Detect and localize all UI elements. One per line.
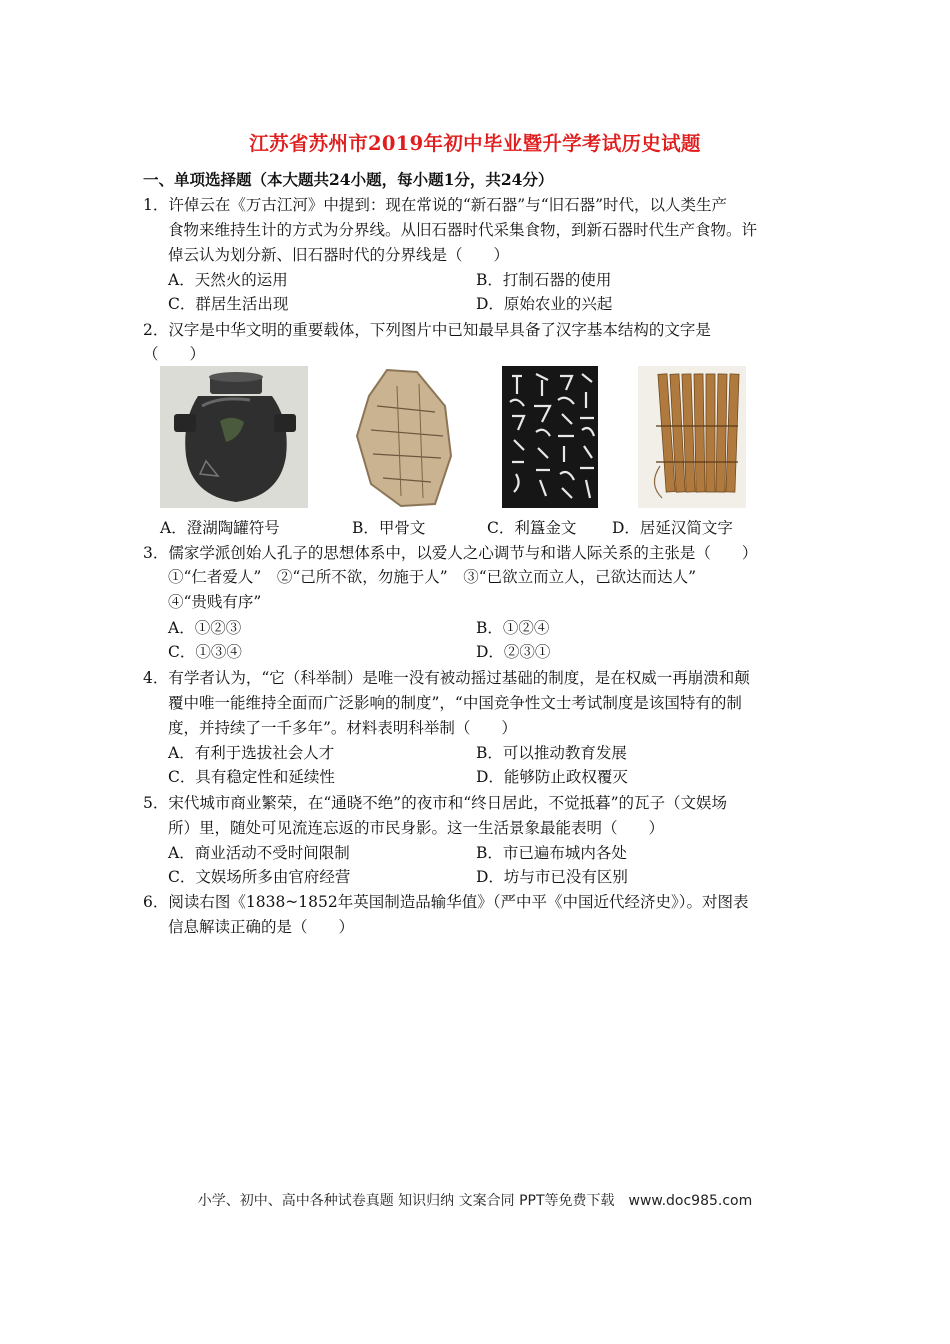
question-1-option-a: A．天然火的运用 xyxy=(168,271,288,289)
question-1-line-3: 倬云认为划分新、旧石器时代的分界线是（ ） xyxy=(168,246,510,264)
section-heading: 一、单项选择题（本大题共24小题，每小题1分，共24分） xyxy=(143,170,554,189)
question-5-option-d: D．坊与市已没有区别 xyxy=(476,868,628,886)
oracle-bone-image xyxy=(347,366,457,508)
question-3-option-d: D．②③① xyxy=(476,643,551,661)
question-2-line-2: （ ） xyxy=(143,345,206,363)
question-3-option-b: B．①②④ xyxy=(476,619,550,637)
figure-caption-a: A．澄湖陶罐符号 xyxy=(160,519,280,537)
question-6-line-2: 信息解读正确的是（ ） xyxy=(168,918,355,936)
question-5-option-c: C．文娱场所多由官府经营 xyxy=(168,868,351,886)
question-5-option-b: B．市已遍布城内各处 xyxy=(476,844,627,862)
pottery-jar-image xyxy=(160,366,308,508)
question-4-option-d: D．能够防止政权覆灭 xyxy=(476,768,628,786)
question-3-line-1: 3．儒家学派创始人孔子的思想体系中，以爱人之心调节与和谐人际关系的主张是（ ） xyxy=(143,544,758,562)
question-1-line-1: 1．许倬云在《万古江河》中提到：现在常说的“新石器”与“旧石器”时代，以人类生产 xyxy=(143,196,728,214)
bronze-inscription-image xyxy=(502,366,598,508)
figure-caption-d: D．居延汉简文字 xyxy=(612,519,733,537)
page-title: 江苏省苏州市2019年初中毕业暨升学考试历史试题 xyxy=(249,132,701,155)
figure-caption-c: C．利簋金文 xyxy=(487,519,577,537)
bamboo-slips-image xyxy=(638,366,746,508)
question-2-line-1: 2．汉字是中华文明的重要载体，下列图片中已知最早具备了汉字基本结构的文字是 xyxy=(143,321,711,339)
page-footer: 小学、初中、高中各种试卷真题 知识归纳 文案合同 PPT等免费下载 www.doc985.com xyxy=(197,1193,753,1209)
figure-caption-b: B．甲骨文 xyxy=(352,519,426,537)
question-4-line-1: 4．有学者认为，“它（科举制）是唯一没有被动摇过基础的制度，是在权威一再崩溃和颠 xyxy=(143,669,750,687)
question-5-line-2: 所）里，随处可见流连忘返的市民身影。这一生活景象最能表明（ ） xyxy=(168,819,665,837)
question-4-option-a: A．有利于选拔社会人才 xyxy=(168,744,335,762)
question-5-option-a: A．商业活动不受时间限制 xyxy=(168,844,350,862)
question-1-line-2: 食物来维持生计的方式为分界线。从旧石器时代采集食物，到新石器时代生产食物。许 xyxy=(168,221,758,239)
question-4-line-3: 度，并持续了一千多年”。材料表明科举制（ ） xyxy=(168,719,517,737)
question-3-option-c: C．①③④ xyxy=(168,643,242,661)
question-1-option-c: C．群居生活出现 xyxy=(168,295,289,313)
question-1-option-b: B．打制石器的使用 xyxy=(476,271,612,289)
question-6-line-1: 6．阅读右图《1838~1852年英国制造品输华值》（严中平《中国近代经济史》）。对图表 xyxy=(143,893,749,911)
question-3-line-3: ④“贵贱有序” xyxy=(168,593,262,611)
question-4-option-b: B．可以推动教育发展 xyxy=(476,744,627,762)
question-5-line-1: 5．宋代城市商业繁荣，在“通晓不绝”的夜市和“终日居此，不觉抵暮”的瓦子（文娱场 xyxy=(143,794,728,812)
question-3-option-a: A．①②③ xyxy=(168,619,242,637)
question-3-line-2: ①“仁者爱人” ②“己所不欲，勿施于人” ③“已欲立而立人，己欲达而达人” xyxy=(168,568,697,586)
question-4-line-2: 覆中唯一能维持全面而广泛影响的制度”，“中国竞争性文士考试制度是该国特有的制 xyxy=(168,694,742,712)
question-4-option-c: C．具有稳定性和延续性 xyxy=(168,768,335,786)
question-1-option-d: D．原始农业的兴起 xyxy=(476,295,613,313)
